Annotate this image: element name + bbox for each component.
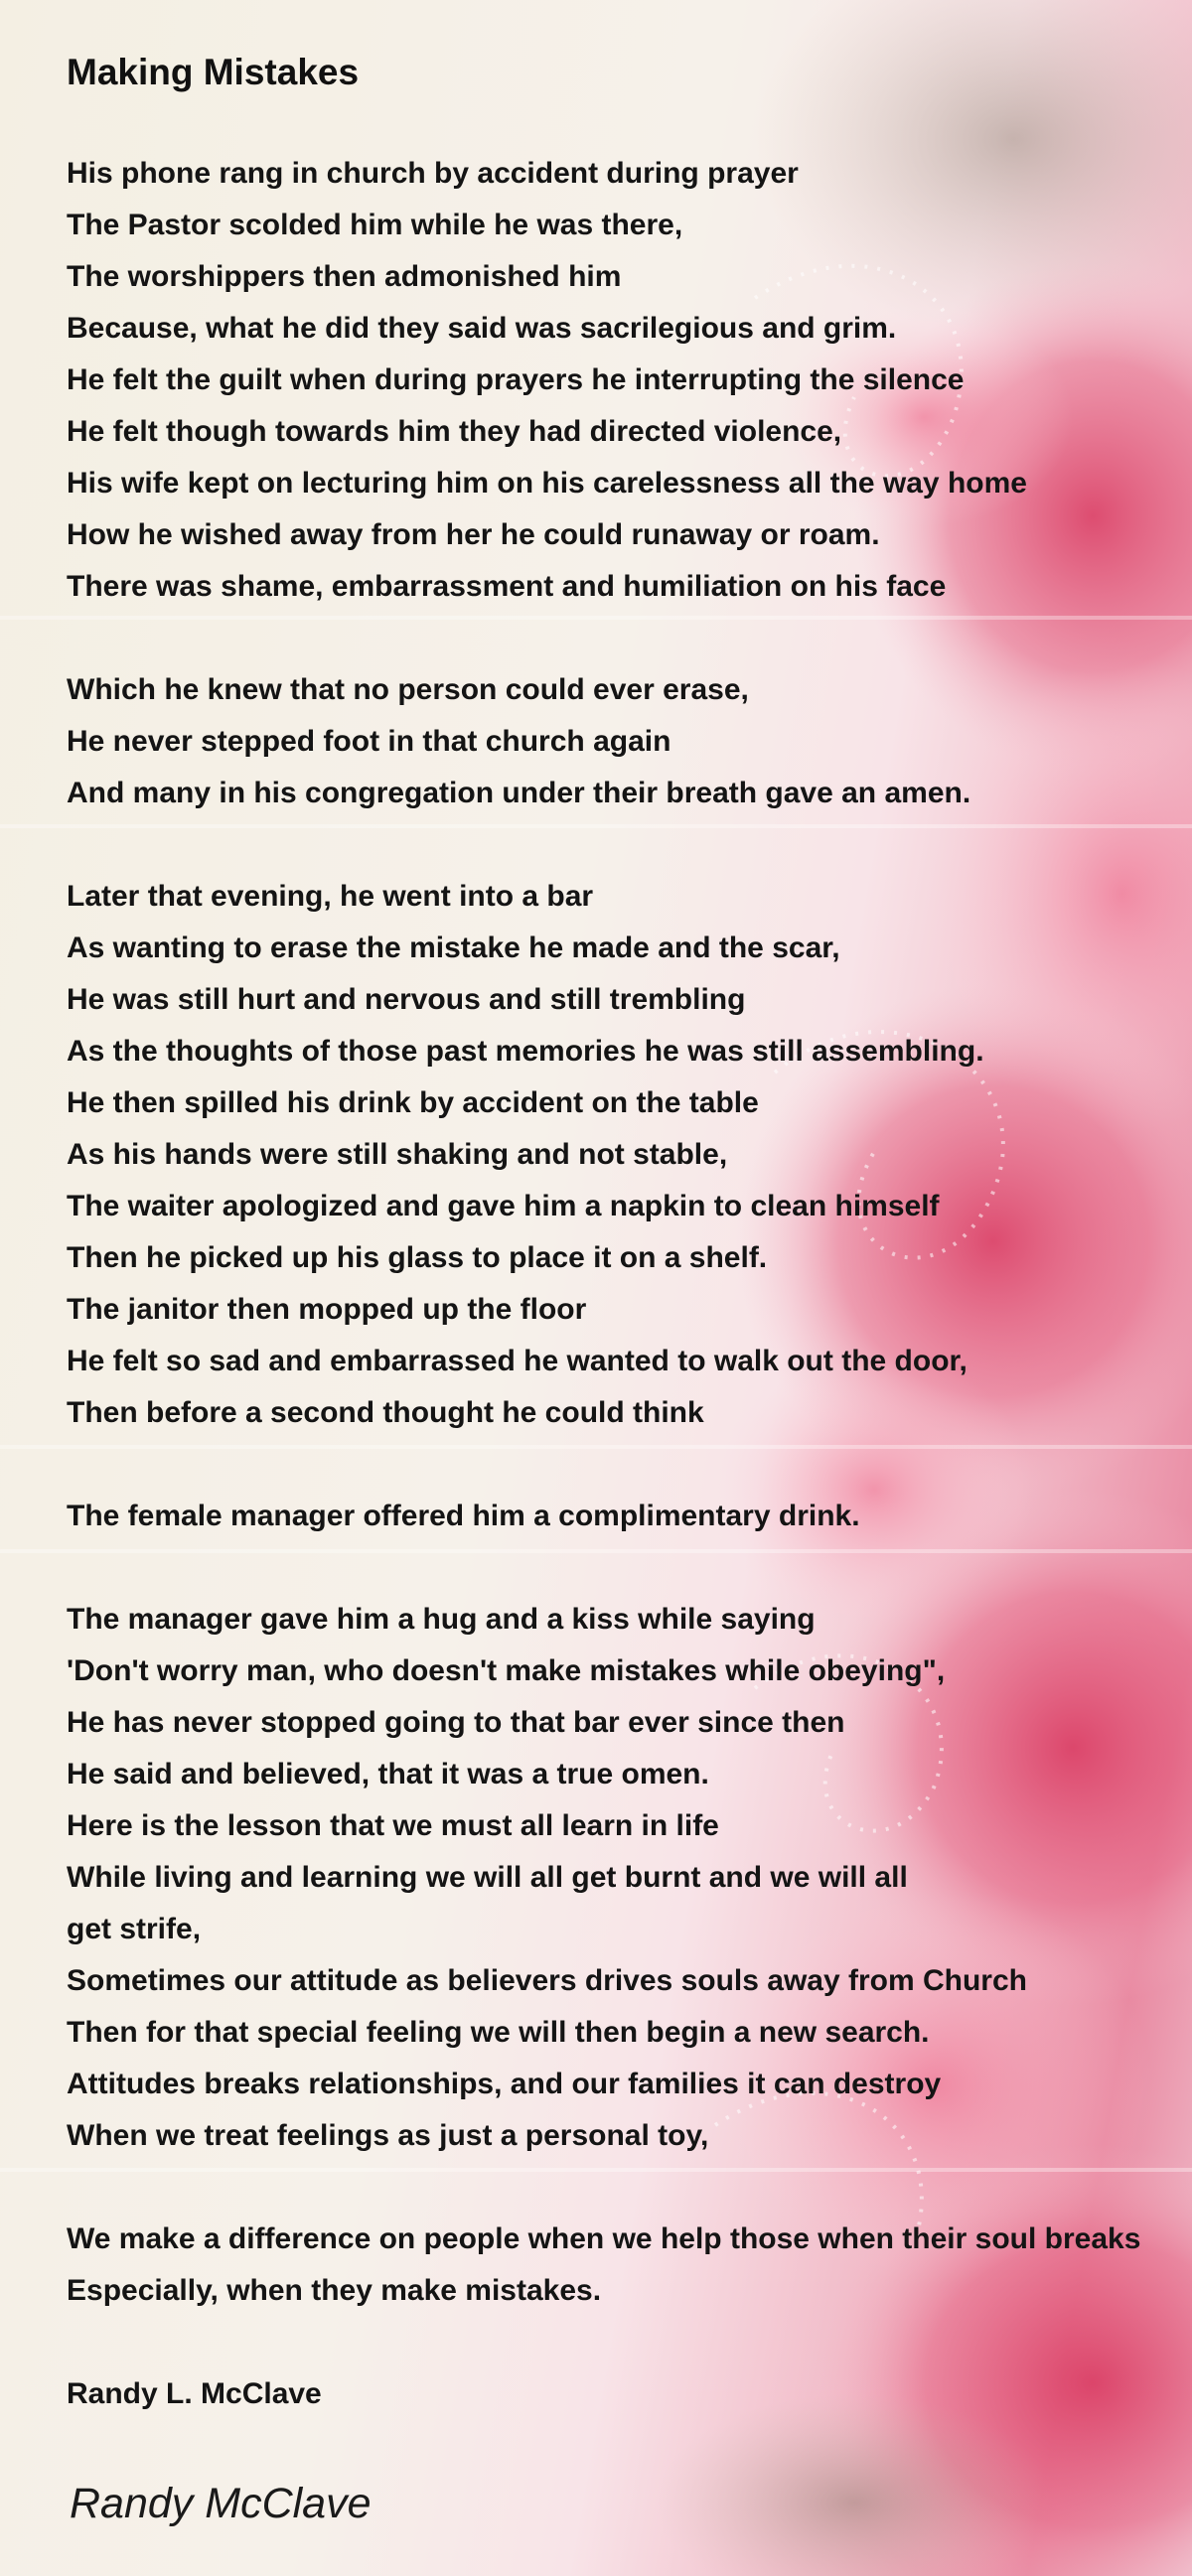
poem-line: His phone rang in church by accident during prayer — [67, 157, 799, 190]
author-name: Randy L. McClave — [67, 2377, 322, 2410]
poem-line: He felt the guilt when during prayers he interrupting the silence — [67, 363, 965, 396]
poem-line: Especially, when they make mistakes. — [67, 2274, 602, 2307]
poem-line: Here is the lesson that we must all learn in life — [67, 1809, 719, 1842]
poem-line: The manager gave him a hug and a kiss while saying — [67, 1603, 816, 1636]
poem-line: Then he picked up his glass to place it on a shelf. — [67, 1241, 768, 1274]
poem-line: We make a difference on people when we help those when their soul breaks — [67, 2222, 1141, 2255]
poem-line: As his hands were still shaking and not stable, — [67, 1138, 728, 1171]
poem-line: The worshippers then admonished him — [67, 260, 622, 293]
poem-line: He felt so sad and embarrassed he wanted to walk out the door, — [67, 1345, 968, 1377]
section-divider — [0, 824, 1192, 828]
author-signature: Randy McClave — [70, 2480, 372, 2527]
poem-line: 'Don't worry man, who doesn't make mistakes while obeying", — [67, 1654, 946, 1687]
poem-line: How he wished away from her he could runaway or roam. — [67, 518, 880, 551]
poem-line: Because, what he did they said was sacrilegious and grim. — [67, 312, 897, 345]
poem-line: He said and believed, that it was a true omen. — [67, 1758, 709, 1790]
poem-line: He has never stopped going to that bar ever since then — [67, 1706, 845, 1739]
poem-line: The waiter apologized and gave him a napkin to clean himself — [67, 1190, 940, 1222]
poem-line: Later that evening, he went into a bar — [67, 880, 594, 913]
poem-line: He then spilled his drink by accident on the table — [67, 1086, 759, 1119]
poem-line: The female manager offered him a complimentary drink. — [67, 1500, 860, 1532]
poem-line: As the thoughts of those past memories he was still assembling. — [67, 1035, 984, 1068]
poem-line: The Pastor scolded him while he was there, — [67, 209, 683, 241]
section-divider — [0, 616, 1192, 620]
section-divider — [0, 2168, 1192, 2172]
poem-line: Then before a second thought he could think — [67, 1396, 704, 1429]
poem-line: He was still hurt and nervous and still trembling — [67, 983, 746, 1016]
poem-line: His wife kept on lecturing him on his carelessness all the way home — [67, 467, 1027, 500]
section-divider — [0, 1445, 1192, 1449]
poem-line: Then for that special feeling we will then begin a new search. — [67, 2016, 930, 2049]
poem-line: When we treat feelings as just a personal toy, — [67, 2119, 709, 2152]
poem-line: The janitor then mopped up the floor — [67, 1293, 587, 1326]
poem-line: He never stepped foot in that church again — [67, 725, 671, 758]
poem-line: Sometimes our attitude as believers drives souls away from Church — [67, 1964, 1027, 1997]
poem-title: Making Mistakes — [67, 52, 360, 92]
poem-line: Attitudes breaks relationships, and our families it can destroy — [67, 2068, 942, 2100]
poem-line: While living and learning we will all get burnt and we will all — [67, 1861, 908, 1894]
poem-line: get strife, — [67, 1913, 202, 1945]
poem-line: As wanting to erase the mistake he made and the scar, — [67, 931, 840, 964]
poem-line: There was shame, embarrassment and humiliation on his face — [67, 570, 947, 603]
section-divider — [0, 1549, 1192, 1553]
poem-line: Which he knew that no person could ever erase, — [67, 673, 749, 706]
poem-line: He felt though towards him they had directed violence, — [67, 415, 842, 448]
poem-line: And many in his congregation under their breath gave an amen. — [67, 777, 971, 809]
